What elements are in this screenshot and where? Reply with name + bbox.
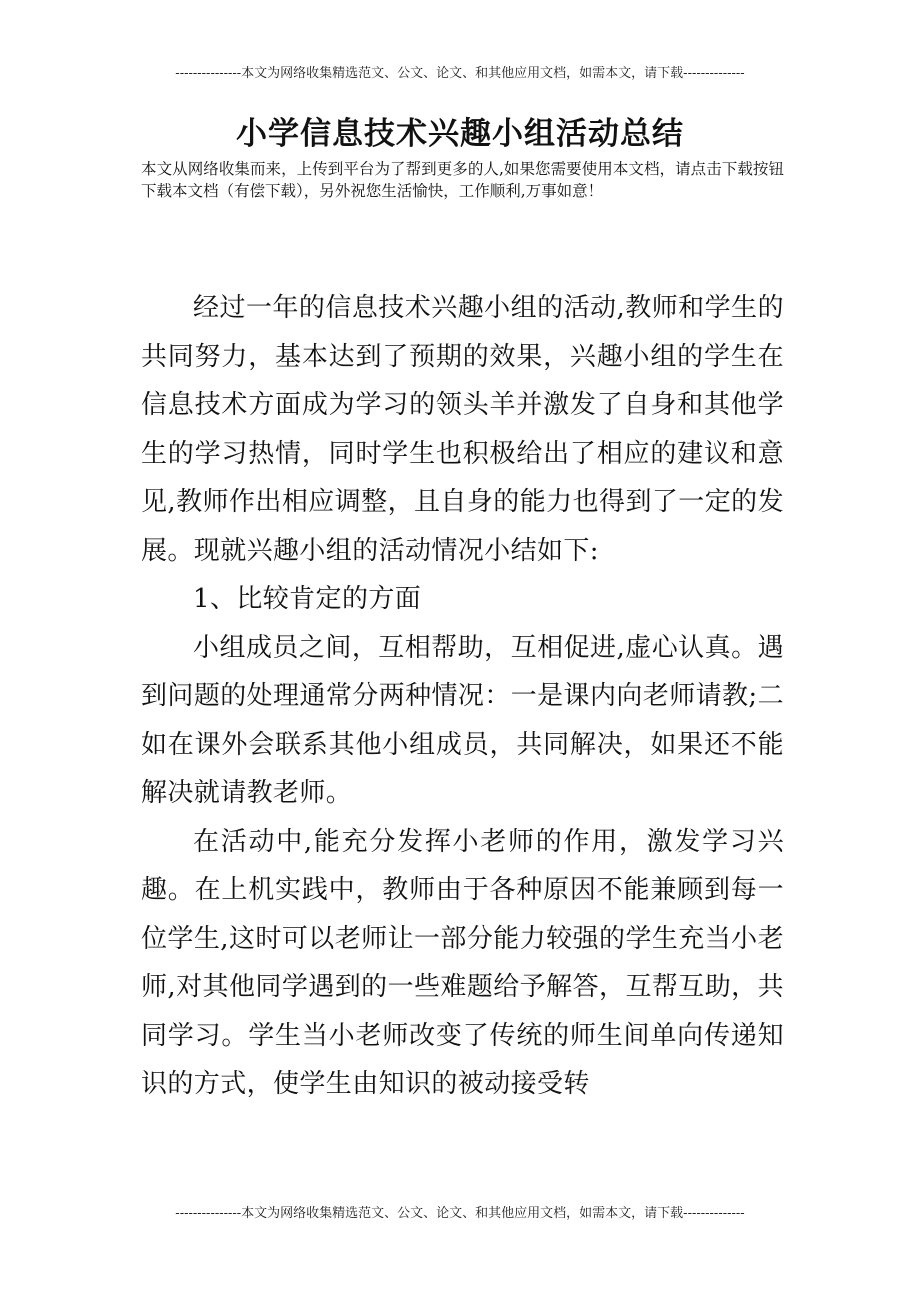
page-header: ---------------本文为网络收集精选范文、公文、论文、和其他应用文档，如需本文，请下载-------------- <box>175 66 745 81</box>
paragraph-2: 小组成员之间，互相帮助，互相促进,虚心认真。遇到问题的处理通常分两种情况：一是课内向老师请教;二如在课外会联系其他小组成员，共同解决，如果还不能解决就请教老师。 <box>141 632 784 808</box>
paragraph-3: 在活动中,能充分发挥小老师的作用，激发学习兴趣。在上机实践中，教师由于各种原因不能兼顾到每一位学生,这时可以老师让一部分能力较强的学生充当小老师,对其他同学遇到的一些难题给予解答，互帮互助，共同学习。学生当小老师改变了传统的师生间单向传递知识的方式，使学生由知识的被动接受转 <box>141 826 784 1099</box>
document-title: 小学信息技术兴趣小组活动总结 <box>236 116 684 152</box>
document-intro: 本文从网络收集而来，上传到平台为了帮到更多的人,如果您需要使用本文档，请点击下载按钮下载本文档（有偿下载），另外祝您生活愉快，工作顺利,万事如意！ <box>141 160 784 200</box>
paragraph-1: 经过一年的信息技术兴趣小组的活动,教师和学生的共同努力，基本达到了预期的效果，兴趣小组的学生在信息技术方面成为学习的领头羊并激发了自身和其他学生的学习热情，同时学生也积极给出了相应的建议和意见,教师作出相应调整，且自身的能力也得到了一定的发展。现就兴趣小组的活动情况小结如下: <box>141 293 784 566</box>
section-heading-1: 1、比较肯定的方面 <box>193 584 422 614</box>
page-footer: ---------------本文为网络收集精选范文、公文、论文、和其他应用文档，如需本文，请下载-------------- <box>175 1206 745 1221</box>
document-body <box>141 284 784 1109</box>
